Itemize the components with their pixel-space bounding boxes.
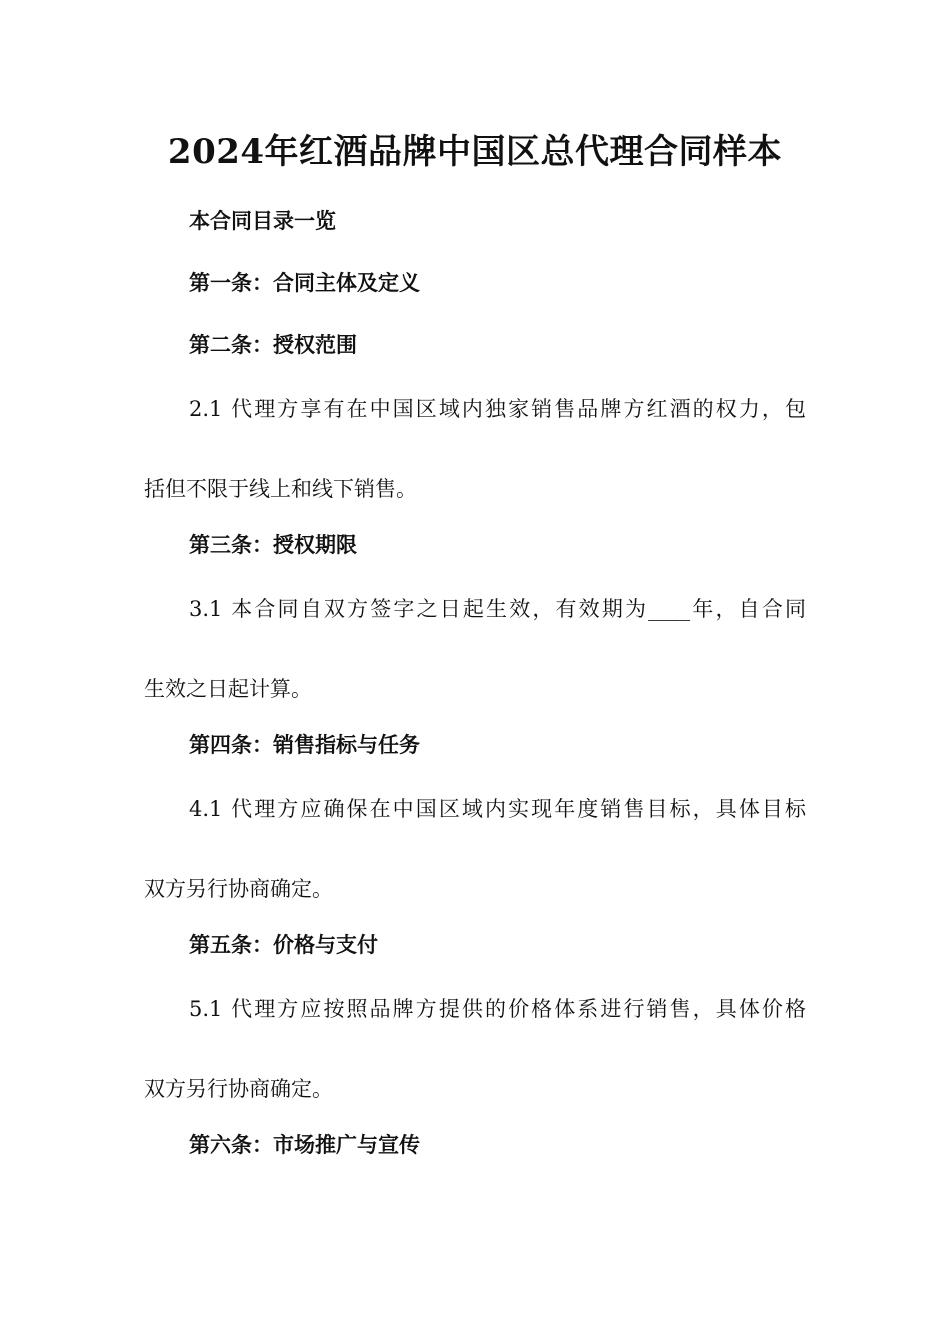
toc-heading: 本合同目录一览	[189, 209, 336, 233]
section-heading-5: 第五条：价格与支付	[189, 933, 378, 957]
clause-4-1-line-1: 4.1 代理方应确保在中国区域内实现年度销售目标，具体目标	[189, 797, 806, 821]
clause-3-1-line-1: 3.1 本合同自双方签字之日起生效，有效期为____年，自合同	[189, 597, 806, 621]
clause-3-1-line-2: 生效之日起计算。	[144, 677, 312, 701]
page-title: 2024年红酒品牌中国区总代理合同样本	[167, 132, 783, 172]
clause-5-1	[144, 994, 806, 1104]
clause-2-1-line-2: 括但不限于线上和线下销售。	[144, 477, 417, 501]
section-heading-4: 第四条：销售指标与任务	[189, 733, 420, 757]
section-heading-2: 第二条：授权范围	[189, 333, 357, 357]
clause-5-1-line-1: 5.1 代理方应按照品牌方提供的价格体系进行销售，具体价格	[189, 997, 806, 1021]
section-heading-6: 第六条：市场推广与宣传	[189, 1133, 420, 1157]
clause-2-1-line-1: 2.1 代理方享有在中国区域内独家销售品牌方红酒的权力，包	[189, 397, 806, 421]
clause-5-1-line-2: 双方另行协商确定。	[144, 1077, 333, 1101]
clause-4-1	[144, 794, 806, 904]
clause-3-1	[144, 594, 806, 704]
clause-2-1	[144, 394, 806, 504]
section-heading-3: 第三条：授权期限	[189, 533, 357, 557]
clause-4-1-line-2: 双方另行协商确定。	[144, 877, 333, 901]
section-heading-1: 第一条：合同主体及定义	[189, 271, 420, 295]
